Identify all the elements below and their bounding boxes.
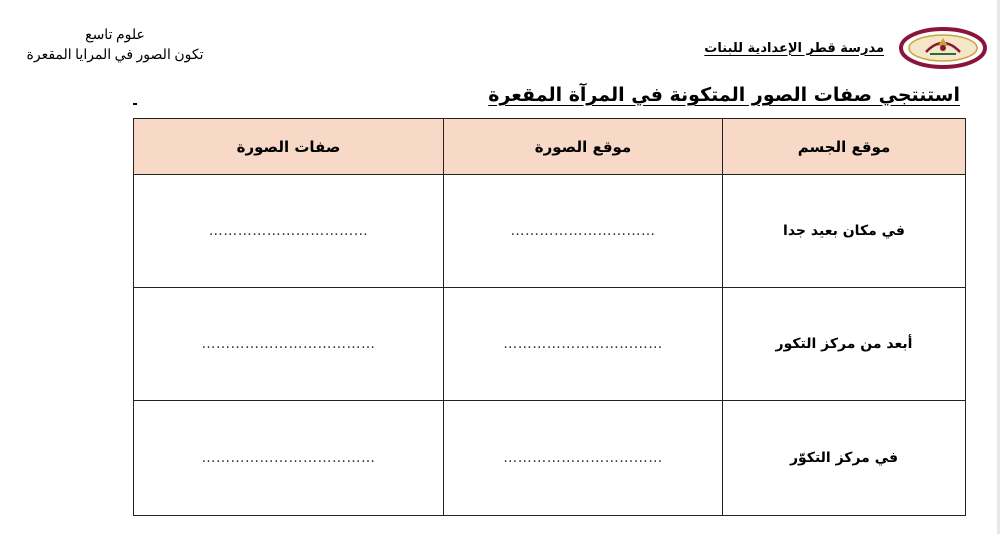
image-characteristics-blank[interactable]: ……………………………… bbox=[134, 288, 444, 401]
table-row bbox=[134, 401, 966, 516]
object-position-cell: في مكان بعيد جدا bbox=[723, 175, 966, 288]
image-position-blank[interactable]: …………………………… bbox=[444, 288, 723, 401]
table-header-row bbox=[134, 119, 966, 175]
image-characteristics-blank[interactable]: ……………………………… bbox=[134, 401, 444, 516]
object-position-cell: أبعد من مركز التكور bbox=[723, 288, 966, 401]
page-title: استنتجي صفات الصور المتكونة في المرآة المقعرة bbox=[488, 84, 960, 106]
object-position-cell: في مركز التكوّر bbox=[723, 401, 966, 516]
image-position-blank[interactable]: ………………………… bbox=[444, 175, 723, 288]
school-name: مدرسة قطر الإعدادية للبنات bbox=[704, 40, 884, 56]
table-row bbox=[134, 175, 966, 288]
header-image-characteristics: صفات الصورة bbox=[134, 119, 444, 175]
table-row bbox=[134, 288, 966, 401]
image-position-blank[interactable]: …………………………… bbox=[444, 401, 723, 516]
worksheet-table bbox=[133, 118, 966, 516]
subject-block bbox=[0, 26, 230, 66]
header-image-position: موقع الصورة bbox=[444, 119, 723, 175]
school-header bbox=[704, 26, 988, 70]
subject-label: علوم تاسع bbox=[85, 28, 145, 43]
image-characteristics-blank[interactable]: …………………………… bbox=[134, 175, 444, 288]
header-object-position: موقع الجسم bbox=[723, 119, 966, 175]
qatar-emblem-icon bbox=[898, 26, 988, 70]
lesson-label: تكون الصور في المرايا المقعرة bbox=[26, 48, 204, 63]
stray-mark bbox=[133, 103, 137, 105]
